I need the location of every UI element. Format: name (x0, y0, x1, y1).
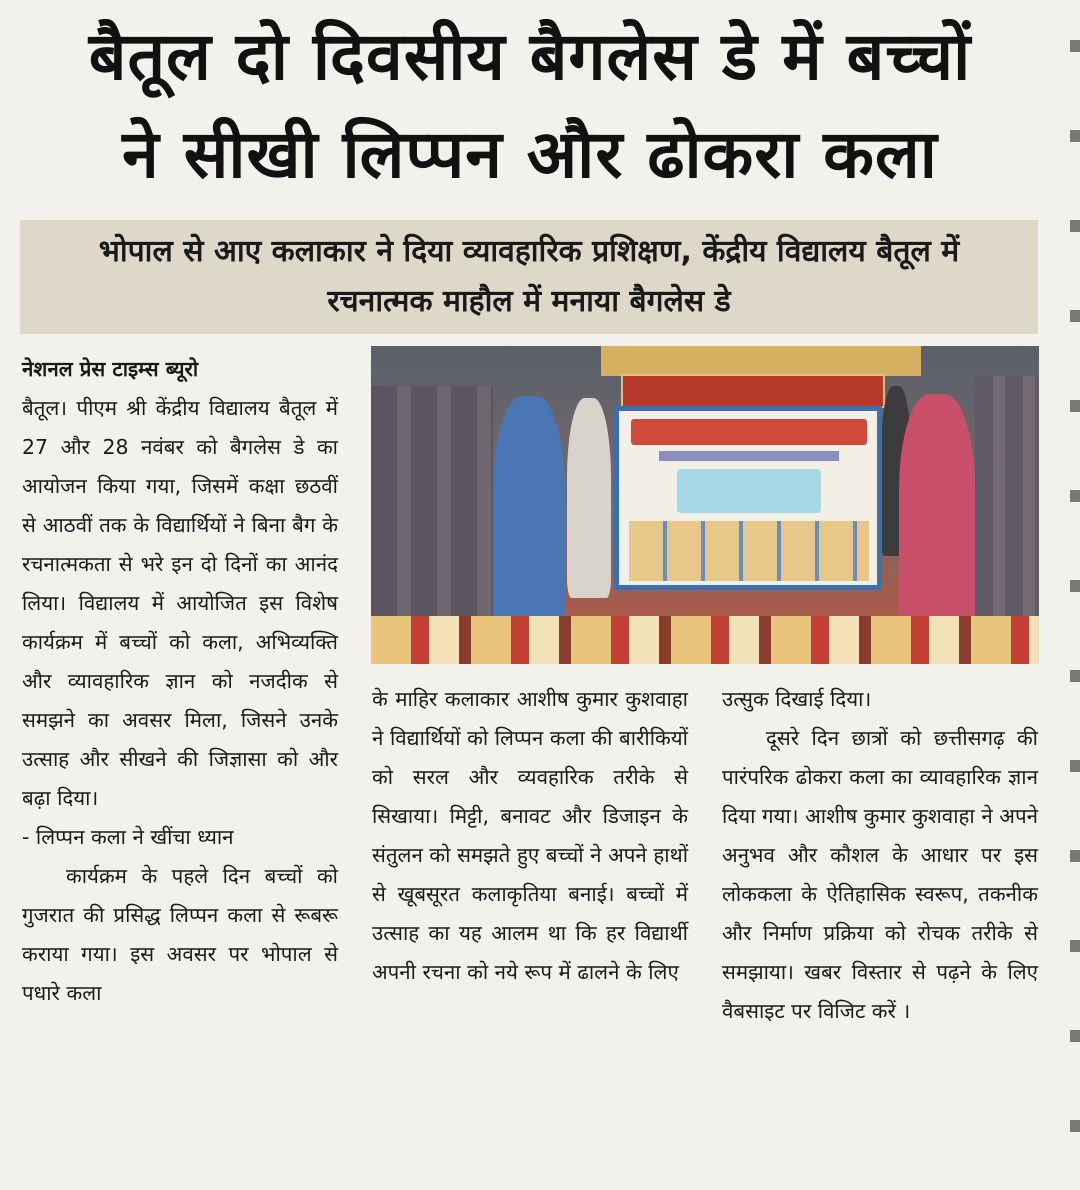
photo-wall-band (601, 346, 921, 376)
board-badge (677, 469, 821, 513)
subheadline-line-2: रचनात्मक माहौल में मनाया बैगलेस डे (327, 284, 731, 319)
article-paragraph: दूसरे दिन छात्रों को छत्तीसगढ़ की पारंपरिक ढोकरा कला का व्यावहारिक ज्ञान दिया गया। आशीष कुमार कुशवाहा ने अपने अनुभव और कौशल के आधार पर इस लोककला के ऐतिहासिक स्वरूप, तकनीक और निर्माण प्रक्रिया को रोचक तरीके से समझाया। खबर विस्तार से पढ़ने के लिए वैबसाइट पर विजिट करें । (722, 726, 1038, 1023)
photo-students-right (975, 376, 1039, 636)
article-paragraph: उत्सुक दिखाई दिया। (722, 687, 872, 711)
article-paragraph: कार्यक्रम के पहले दिन बच्चों को गुजरात की प्रसिद्ध लिप्पन कला से रूबरू कराया गया। इस अवसर पर भोपाल से पधारे कला (22, 864, 338, 1005)
adjacent-column-edge (1070, 0, 1080, 1190)
photo-person (899, 394, 975, 634)
subheadline (20, 220, 1038, 334)
article-column-1 (22, 350, 338, 1013)
article-subheading: - लिप्पन कला ने खींचा ध्यान (22, 825, 234, 849)
article-column-2 (372, 680, 688, 992)
board-title-strip (631, 419, 867, 445)
article-paragraph: बैतूल। पीएम श्री केंद्रीय विद्यालय बैतूल में 27 और 28 नवंबर को बैगलेस डे का आयोजन किया गया, जिसमें कक्षा छठवीं से आठवीं तक के विद्यार्थियों ने बिना बैग के रचनात्मकता से भरे इन दो दिनों का आनंद लिया। विद्यालय में आयोजित इस विशेष कार्यक्रम में बच्चों को कला, अभिव्यक्ति और व्यावहारिक ज्ञान को नजदीक से समझने का अवसर मिला, जिसने उनके उत्साह और सीखने की जिज्ञासा को और बढ़ा दिया। (22, 396, 338, 810)
headline (20, 8, 1040, 204)
photo-banner (621, 374, 885, 408)
headline-line-1: बैतूल दो दिवसीय बैगलेस डे में बच्चों (88, 18, 972, 95)
article-column-3 (722, 680, 1038, 1031)
article-paragraph: के माहिर कलाकार आशीष कुमार कुशवाहा ने विद्यार्थियों को लिप्पन कला की बारीकियों को सरल और व्यवहारिक तरीके से सिखाया। मिट्टी, बनावट और डिजाइन के संतुलन को समझते हुए बच्चों ने अपने हाथों से खूबसूरत कलाकृतिया बनाई। बच्चों में उत्साह का यह आलम था कि हर विद्यार्थी अपनी रचना को नये रूप में ढालने के लिए (372, 687, 688, 984)
photo-display-board (614, 406, 882, 590)
board-subtitle-strip (659, 451, 839, 461)
subheadline-line-1: भोपाल से आए कलाकार ने दिया व्यावहारिक प्रशिक्षण, केंद्रीय विद्यालय बैतूल में (98, 234, 960, 269)
photo-person (567, 398, 611, 598)
board-artwork-grid (629, 521, 869, 581)
headline-line-2: ने सीखी लिप्पन और ढोकरा कला (122, 116, 938, 193)
news-photo (371, 346, 1039, 664)
photo-person (493, 396, 565, 634)
photo-artwork-row (371, 616, 1039, 664)
byline: नेशनल प्रेस टाइम्स ब्यूरो (22, 357, 199, 381)
photo-students-left (371, 386, 493, 626)
